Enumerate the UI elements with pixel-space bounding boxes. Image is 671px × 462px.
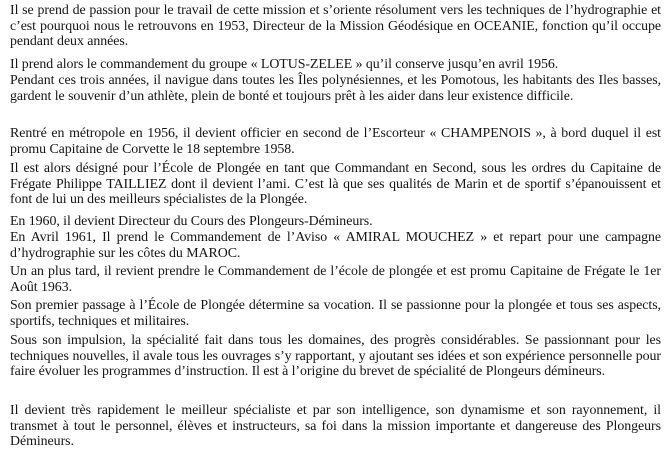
paragraph-amiral-mouchez: En Avril 1961, Il prend le Commandement de l’Aviso « AMIRAL MOUCHEZ » et repart pour une campagne d’hydrographie sur les côtes du MAROC.: [10, 230, 661, 261]
paragraph-capitaine-fregate: Un an plus tard, il revient prendre le Commandement de l’école de plongée et est promu Capitaine de Frégate le 1er Août 1963.: [10, 264, 661, 295]
paragraph-impulsion: Sous son impulsion, la spécialité fait dans tous les domaines, des progrès considérables. Se passionnant pour les techniques nouvelles, il avale tous les ouvrages s’y rapportant, y ajoutant ses idées et son expérience personnelle pour faire évoluer les programmes d’instruction. Il est à l’origine du brevet de spécialité de Plongeurs démineurs.: [10, 333, 661, 380]
paragraph-rayonnement: Il devient très rapidement le meilleur spécialiste et par son intelligence, son dynamisme et son rayonnement, il transmet à tout le personnel, élèves et instructeurs, sa foi dans la mission importante et dangereuse des Plongeurs Démineurs.: [10, 403, 661, 450]
paragraph-ecole-de-plongee: Il est alors désigné pour l’École de Plongée en tant que Commandant en Second, sous les ordres du Capitaine de Frégate Philippe TAILLIEZ dont il devient l’ami. C’est là que ses qualités de Marin et de sportif s’épanouissent et font de lui un des meilleurs spécialistes de la Plongée.: [10, 161, 661, 208]
paragraph-oceanie-mission: Il se prend de passion pour le travail de cette mission et s’oriente résolument vers les techniques de l’hydrographie et c’est pourquoi nous le retrouvons en 1953, Directeur de la Mission Géodésique en OCEANIE, fonction qu’il occupe pendant deux années.: [10, 3, 661, 50]
paragraph-champenois: Rentré en métropole en 1956, il devient officier en second de l’Escorteur « CHAMPENOIS », à bord duquel il est promu Capitaine de Corvette le 18 septembre 1958.: [10, 126, 661, 157]
paragraph-vocation: Son premier passage à l’École de Plongée détermine sa vocation. Il se passionne pour la plongée et tous ses aspects, sportifs, techniques et militaires.: [10, 298, 661, 329]
paragraph-cours-plongeurs: En 1960, il devient Directeur du Cours des Plongeurs-Démineurs.: [10, 214, 373, 229]
paragraph-lotus-zelee: Il prend alors le commandement du groupe « LOTUS-ZELEE » qu’il conserve jusqu’en avril 1956.: [10, 57, 559, 72]
paragraph-polynesian-islands: Pendant ces trois années, il navigue dans toutes les Îles polynésiennes, et les Pomotous, les habitants des Iles basses, gardent le souvenir d’un athlète, plein de bonté et toujours prêt à les aider dans leur existence difficile.: [10, 73, 661, 104]
